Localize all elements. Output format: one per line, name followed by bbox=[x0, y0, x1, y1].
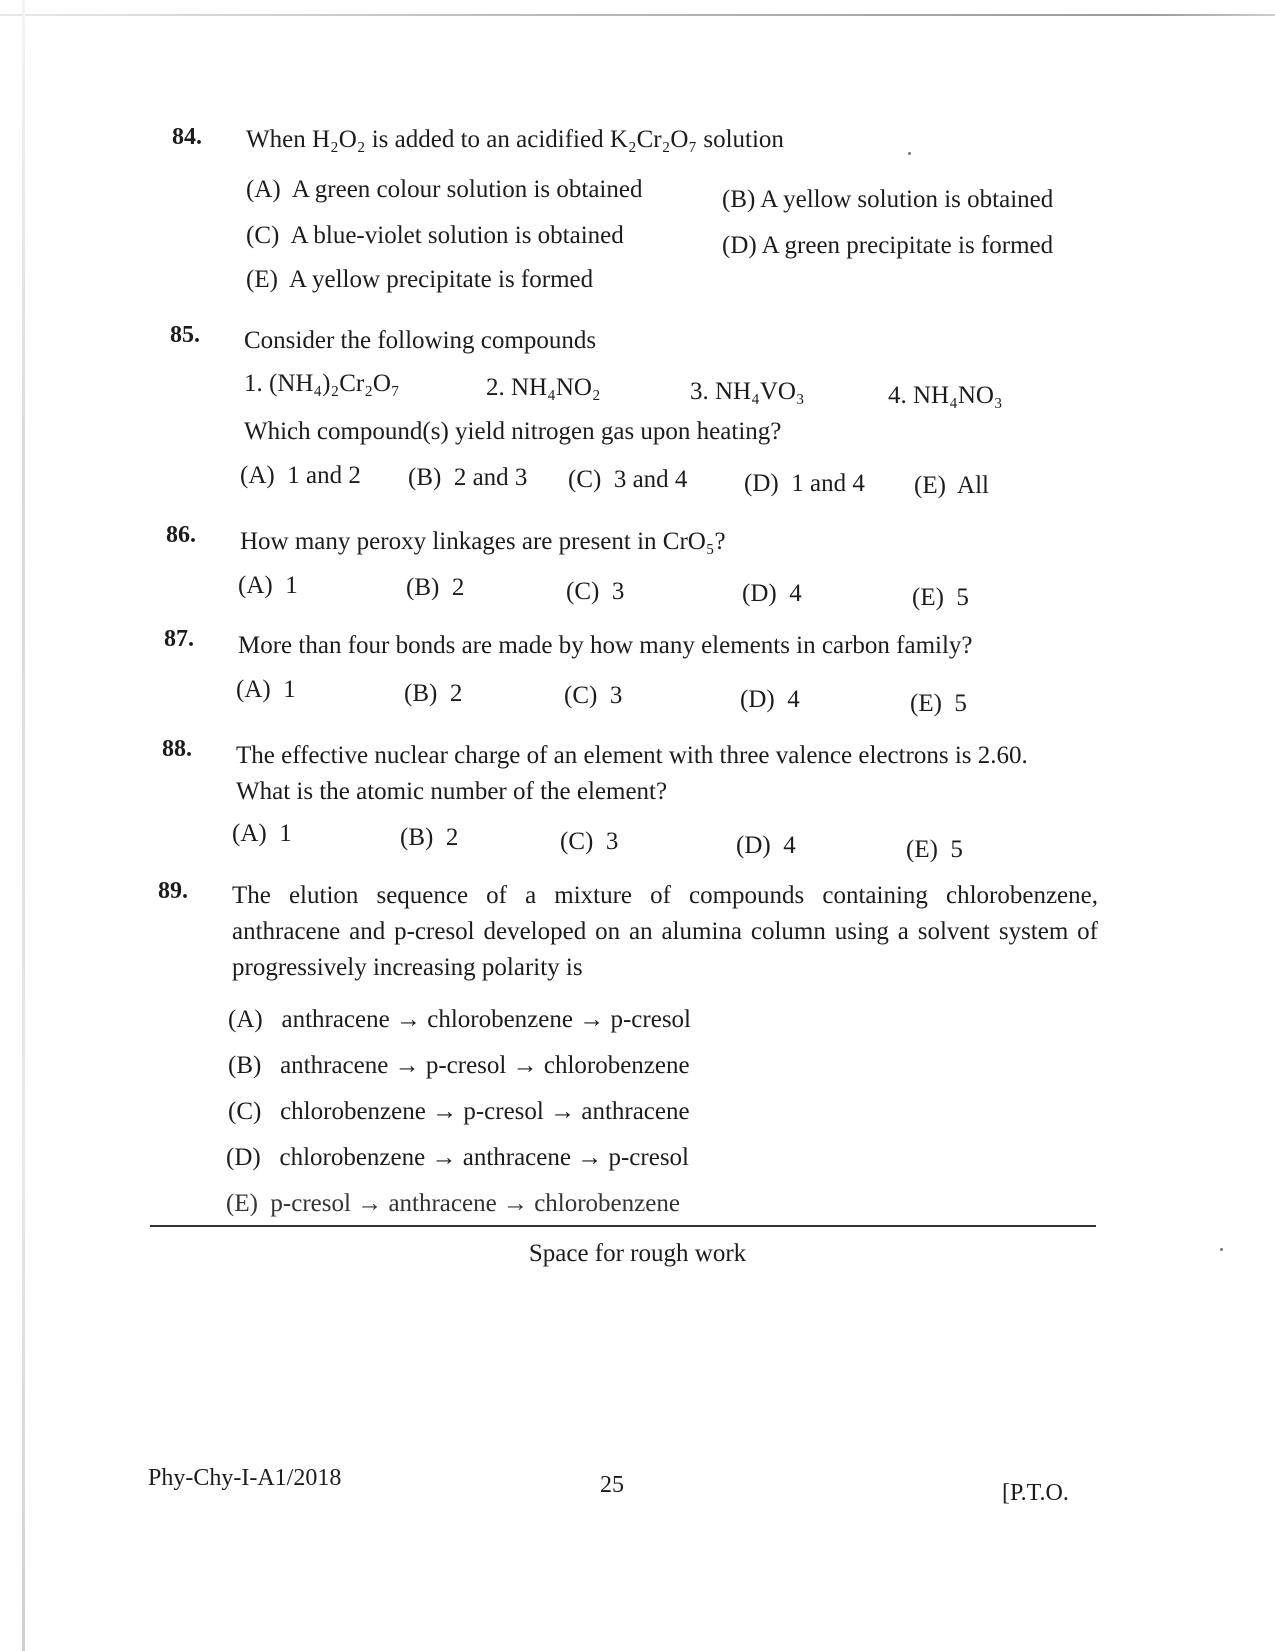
question-84-stem: When H₂O₂ is added to an acidified K₂Cr₂O₇ solution bbox=[246, 126, 784, 153]
question-number-86: 86. bbox=[166, 522, 196, 548]
q84-option-d: (D) A green precipitate is formed bbox=[722, 232, 1054, 259]
q86-option-a: (A) 1 bbox=[238, 572, 298, 599]
q89-option-b: (B) anthracene → p-cresol → chlorobenzene bbox=[228, 1052, 690, 1079]
paper-code: Phy-Chy-I-A1/2018 bbox=[148, 1465, 342, 1491]
q85-option-d: (D) 1 and 4 bbox=[744, 470, 865, 497]
q89-option-d: (D) chlorobenzene → anthracene → p-cresol bbox=[226, 1144, 689, 1171]
please-turn-over: [P.T.O. bbox=[1002, 1480, 1069, 1506]
scan-edge-left bbox=[22, 0, 25, 1651]
q85-option-c: (C) 3 and 4 bbox=[568, 466, 688, 493]
q85-option-e: (E) All bbox=[914, 472, 989, 499]
question-86-stem: How many peroxy linkages are present in CrO₅? bbox=[240, 528, 726, 555]
q85-option-a: (A) 1 and 2 bbox=[240, 462, 361, 489]
q87-option-a: (A) 1 bbox=[236, 676, 296, 703]
q86-option-b: (B) 2 bbox=[406, 574, 465, 601]
q88-option-d: (D) 4 bbox=[736, 832, 796, 859]
q88-option-c: (C) 3 bbox=[560, 828, 619, 855]
page-number: 25 bbox=[600, 1472, 624, 1498]
q85-option-b: (B) 2 and 3 bbox=[408, 464, 528, 491]
scan-speck bbox=[908, 152, 911, 155]
q84-option-e: (E) A yellow precipitate is formed bbox=[246, 266, 594, 293]
q84-option-b: (B) A yellow solution is obtained bbox=[722, 186, 1054, 213]
scan-speck bbox=[1220, 1248, 1223, 1251]
compound-3: 3. NH₄VO₃ bbox=[690, 378, 805, 405]
q84-option-c: (C) A blue-violet solution is obtained bbox=[246, 222, 624, 249]
q86-option-e: (E) 5 bbox=[912, 584, 969, 611]
question-88-stem-line2: What is the atomic number of the element? bbox=[236, 778, 668, 805]
q88-option-b: (B) 2 bbox=[400, 824, 459, 851]
question-number-87: 87. bbox=[164, 626, 194, 652]
compound-4: 4. NH₄NO₃ bbox=[888, 382, 1003, 409]
question-85-stem: Consider the following compounds bbox=[244, 327, 597, 354]
q89-option-e: (E) p-cresol → anthracene → chlorobenzene bbox=[226, 1190, 680, 1217]
q88-option-a: (A) 1 bbox=[232, 820, 292, 847]
question-number-89: 89. bbox=[158, 878, 188, 904]
q86-option-c: (C) 3 bbox=[566, 578, 625, 605]
q89-option-c: (C) chlorobenzene → p-cresol → anthracene bbox=[228, 1098, 690, 1125]
rough-work-label: Space for rough work bbox=[528, 1240, 747, 1267]
q86-option-d: (D) 4 bbox=[742, 580, 802, 607]
compound-2: 2. NH₄NO₂ bbox=[486, 374, 601, 401]
q87-option-e: (E) 5 bbox=[910, 690, 967, 717]
question-88-stem-line1: The effective nuclear charge of an element with three valence electrons is 2.60. bbox=[236, 742, 1028, 769]
compound-1: 1. (NH₄)₂Cr₂O₇ bbox=[244, 370, 400, 397]
q87-option-b: (B) 2 bbox=[404, 680, 463, 707]
question-87-stem: More than four bonds are made by how many elements in carbon family? bbox=[238, 632, 973, 659]
q89-option-a: (A) anthracene → chlorobenzene → p-cresol bbox=[228, 1006, 691, 1033]
scan-edge-top bbox=[0, 14, 1275, 16]
q87-option-c: (C) 3 bbox=[564, 682, 623, 709]
question-89-stem: The elution sequence of a mixture of compounds containing chlorobenzene, anthracene and p-cresol developed on an alumina column using a solvent system of progressively increasing polarity is bbox=[232, 882, 1098, 981]
q88-option-e: (E) 5 bbox=[906, 836, 963, 863]
question-85-prompt: Which compound(s) yield nitrogen gas upon heating? bbox=[244, 418, 782, 445]
question-number-88: 88. bbox=[162, 736, 192, 762]
question-number-84: 84. bbox=[172, 124, 202, 150]
q84-option-a: (A) A green colour solution is obtained bbox=[246, 176, 643, 203]
q87-option-d: (D) 4 bbox=[740, 686, 800, 713]
rough-work-divider bbox=[150, 1225, 1096, 1227]
question-number-85: 85. bbox=[170, 322, 200, 348]
